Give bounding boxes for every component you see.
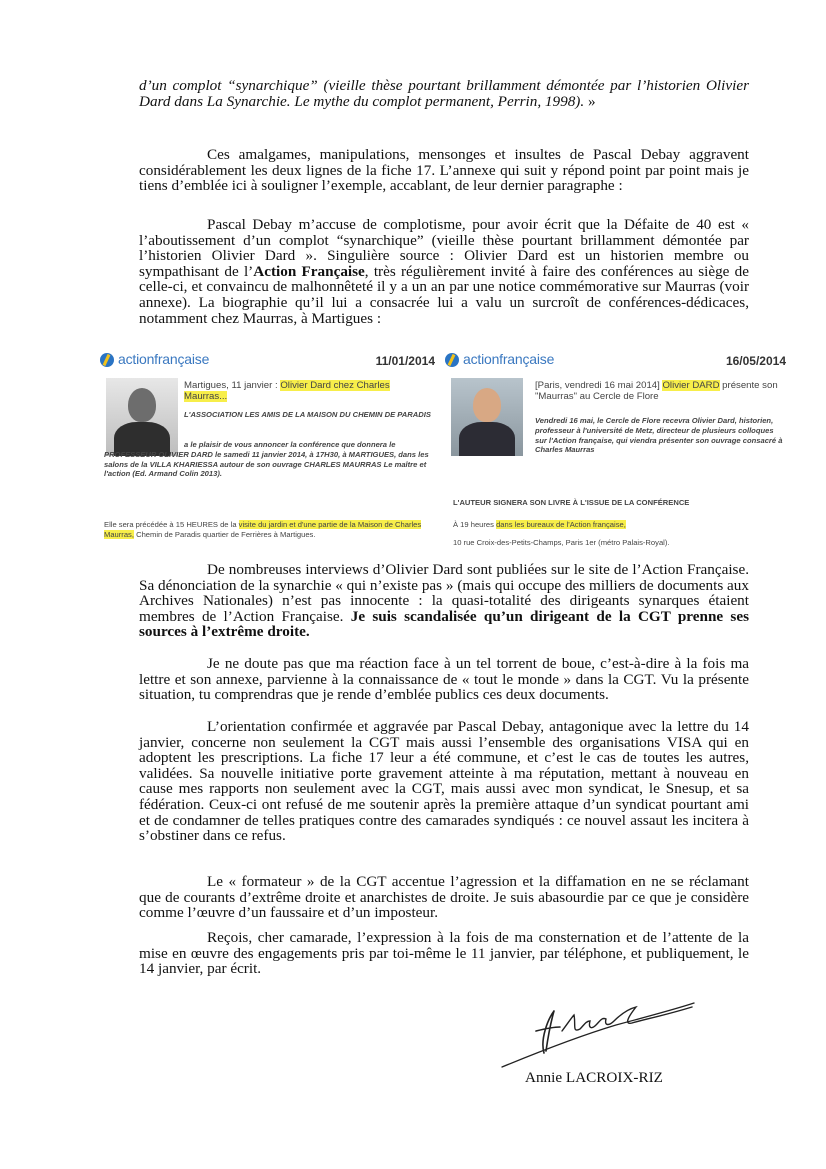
quote-close: »: [584, 92, 596, 110]
af-logo-icon: [100, 353, 114, 367]
footer-text-b: Chemin de Paradis quartier de Ferrières à Martigues.: [133, 529, 316, 539]
handwritten-signature-icon: [496, 995, 696, 1070]
screenshot-left: [100, 348, 445, 554]
footer-text-a: Elle sera précédée à 15 HEURES de la: [104, 520, 239, 529]
post-date: 11/01/2014: [375, 354, 435, 368]
post-body: Vendredi 16 mai, le Cercle de Flore recevra Olivier Dard, historien, professeur à l'université de Metz, directeur de plusieurs colloques sur l'Action française, qui viendra présenter son ouvrage consacré à Charles Maurras: [535, 416, 783, 455]
signer-name: Annie LACROIX-RIZ: [525, 1069, 663, 1086]
closing-text: Reçois, cher camarade, l’expression à la fois de ma consternation et de l’attente de la mise en œuvre des engagements pris par toi-même le 11 janvier, par téléphone, et publiquement, le 14 janvier, par écrit.: [139, 929, 749, 978]
event-address: 10 rue Croix-des-Petits-Champs, Paris 1er (métro Palais-Royal).: [453, 538, 670, 547]
interviews-bold: Je suis scandalisée qu’un dirigeant de la CGT prenne ses sources à l’extrême droite.: [139, 607, 749, 641]
interviews-paragraph: [139, 562, 749, 640]
screenshot-right: [445, 348, 790, 554]
af-header: [100, 352, 445, 374]
formateur-text: Le « formateur » de la CGT accentue l’agression et la diffamation en ne se réclamant que de courants d’extrême droite et anarchistes de droite. Je suis abasourdie par ce que je considère comme l’œuvre d’un faussaire et d’un imposteur.: [139, 873, 749, 922]
website-screenshots: [100, 348, 790, 554]
time-text: À 19 heures: [453, 520, 497, 529]
footer-highlight: visite du jardin et d'une partie de la Maison de Charles Maurras,: [104, 520, 422, 539]
af-logo-icon: [445, 353, 459, 367]
post-body: a le plaisir de vous annoncer la conférence que donnera le PROFESSEUR OLIVIER DARD le samedi 11 janvier 2014, à 17H30, à MARTIGUES, dans les salons de la VILLA KHARIESSA autour de son ouvrage CHARLES MAURRAS Le maître et l'action (Ed. Armand Colin 2013).: [104, 440, 429, 479]
event-time: [453, 520, 788, 530]
reaction-paragraph: [139, 656, 749, 703]
signing-line: L'AUTEUR SIGNERA SON LIVRE À L'ISSUE DE LA CONFÉRENCE: [453, 498, 690, 507]
af-logo: [445, 352, 554, 368]
af-logo: [100, 352, 209, 368]
af-logo-text: actionfrançaise: [118, 351, 210, 367]
lead-text: Martigues, 11 janvier :: [184, 380, 281, 391]
quote-text: d’un complot “synarchique” (vieille thèse pourtant brillamment démontée par l’historien Olivier Dard dans La Synarchie. Le mythe du complot permanent, Perrin, 1998).: [139, 77, 749, 110]
lead-text-b: présente son "Maurras" au Cercle de Flore: [535, 380, 778, 402]
post-lead: [184, 380, 434, 402]
time-highlight: dans les bureaux de l'Action française,: [496, 520, 626, 529]
formateur-paragraph: [139, 874, 749, 921]
orientation-text: L’orientation confirmée et aggravée par Pascal Debay, antagonique avec la lettre du 14 janvier, concerne non seulement la CGT mais aussi l’ensemble des organisations VISA qui en adoptent les prescriptions. La fiche 17 leur a été commune, et c’est le cas de toutes les autres, validées. Sa nouvelle initiative porte gravement atteinte à ma réputation, mettant à nouveau en cause mes rapports non seulement avec la CGT, mais aussi avec mon syndicat, le Snesup, et sa fédération. Ceux-ci ont refusé de me soutenir après la première attaque d’un syndicat pourtant ami et de condamner de telles pratiques contre des camarades syndiqués : ce nouvel assaut les incitera à s’obstiner dans ce refus.: [139, 718, 749, 845]
accusation-paragraph: [139, 217, 749, 326]
post-footer: [104, 520, 439, 540]
lead-highlight: Olivier DARD: [662, 380, 720, 391]
portrait-photo-icon: [451, 378, 523, 456]
quote-paragraph: [139, 78, 749, 109]
accusation-text-b: , très régulièrement invité à faire des conférences au siège de celle-ci, et convaincu de malhonnêteté il y a un an par une notice commémorative sur Maurras (voir annexe). La biographie qu’il lui a consacrée lui a valu un surcroît de conférences-dédicaces, notamment chez Maurras, à Martigues :: [139, 262, 749, 327]
closing-paragraph: [139, 930, 749, 977]
interviews-text: De nombreuses interviews d’Olivier Dard sont publiées sur le site de l’Action Française. Sa dénonciation de la synarchie « qui n’existe pas » (mais qui occupe des milliers de documents aux Archives Nationales) n’est pas innocente : la quasi-totalité des dirigeants synarques étaient membres de l’Action Française.: [139, 561, 749, 625]
lead-highlight: Olivier Dard chez Charles Maurras...: [184, 380, 390, 402]
orientation-paragraph: [139, 719, 749, 844]
af-logo-text: actionfrançaise: [463, 351, 555, 367]
post-lead: [535, 380, 785, 402]
intro-paragraph: [139, 147, 749, 194]
af-header: [445, 352, 790, 374]
intro-text: Ces amalgames, manipulations, mensonges et insultes de Pascal Debay aggravent considérablement les deux lignes de la fiche 17. L’annexe qui suit y répond point par point mais je tiens d’emblée ici à souligner l’exemple, accablant, de leur dernier paragraphe :: [139, 146, 749, 195]
accusation-bold: Action Française: [253, 262, 365, 280]
post-date: 16/05/2014: [725, 354, 786, 368]
lead-text-a: [Paris, vendredi 16 mai 2014]: [535, 380, 663, 391]
accusation-text-a: Pascal Debay m’accuse de complotisme, pour avoir écrit que la Défaite de 40 est « l’aboutissement d’un complot “synarchique” (vieille thèse pourtant brillamment démontée par l’historien Olivier Dard ». Singulière source : Olivier Dard est un historien membre ou sympathisant de l’: [139, 216, 749, 280]
reaction-text: Je ne doute pas que ma réaction face à un tel torrent de boue, c’est-à-dire à la fois ma lettre et son annexe, parvienne à la connaissance de « tout le monde » dans la CGT. Vu la présente situation, tu comprendras que je rende d’emblée publics ces deux documents.: [139, 655, 749, 704]
association-name: L'ASSOCIATION LES AMIS DE LA MAISON DU CHEMIN DE PARADIS: [184, 410, 431, 419]
